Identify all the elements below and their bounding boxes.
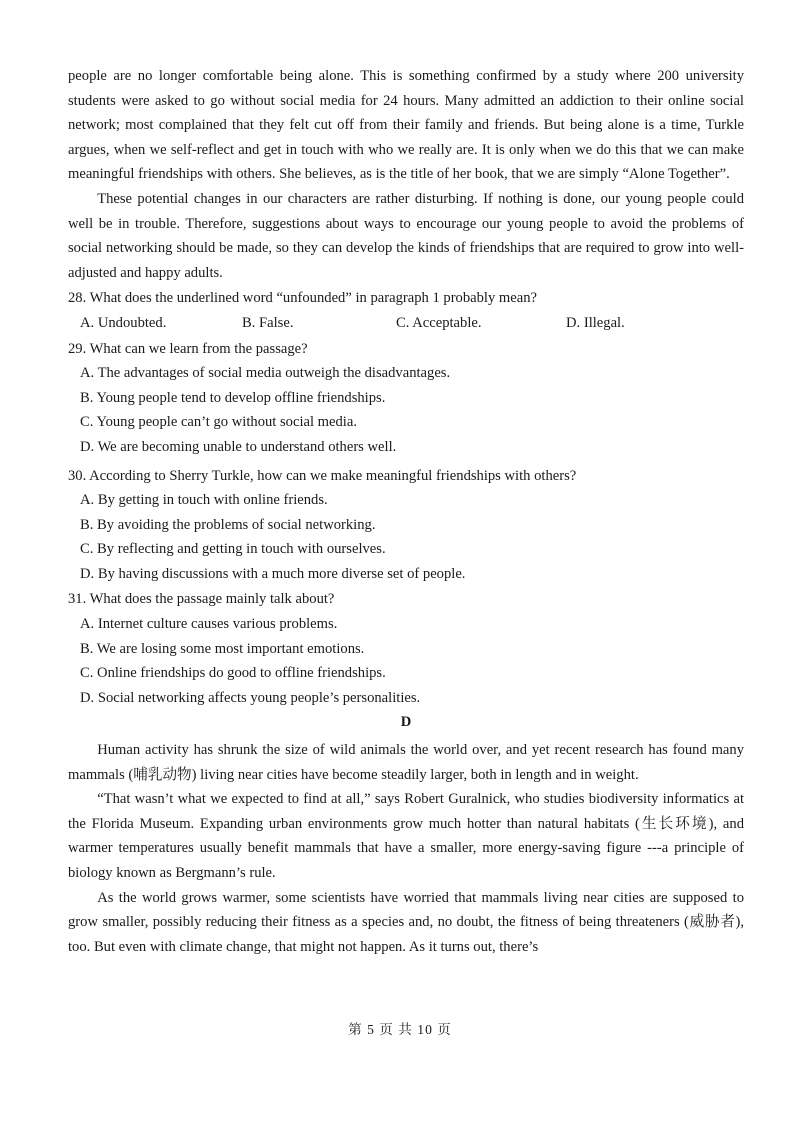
passage-c-paragraph-2: These potential changes in our characters are rather disturbing. If nothing is done, our young people could well be in trouble. Therefore, suggestions about ways to encourage our young people to avoid the problems of social networking should be made, so they can develop the kinds of friendships that are required to grow into well-adjusted and happy adults. xyxy=(68,190,744,281)
option-d: D. Social networking affects young people’s personalities. xyxy=(80,689,421,706)
question-31 xyxy=(68,587,744,710)
question-stem: 29. What can we learn from the passage? xyxy=(68,340,308,357)
question-stem: 28. What does the underlined word “unfounded” in paragraph 1 probably mean? xyxy=(68,290,538,307)
question-29 xyxy=(68,337,744,460)
option-a: A. The advantages of social media outweigh the disadvantages. xyxy=(80,365,451,382)
page-footer: 第 5 页 共 10 页 xyxy=(348,1022,452,1037)
passage-d-paragraph-1: Human activity has shrunk the size of wild animals the world over, and yet recent research has found many mammals (哺乳动物) living near cities have become steadily larger, both in length and in weight. xyxy=(68,742,744,783)
option-b: B. False. xyxy=(242,314,294,331)
options-row xyxy=(68,311,744,336)
passage-c-paragraph-1: people are no longer comfortable being alone. This is something confirmed by a study where 200 university students were asked to go without social media for 24 hours. Many admitted an addiction to their online social network; most complained that they felt cut off from their family and friends. But being alone is a time, Turkle argues, when we self-reflect and get in touch with who we really are. It is only when we do this that we can make meaningful friendships with others. She believes, as is the title of her book, that we are simply “Alone Together”. xyxy=(68,68,744,183)
passage-d-paragraph-3: As the world grows warmer, some scientists have worried that mammals living near cities are supposed to grow smaller, possibly reducing their fitness as a species and, no doubt, the fitness of being threateners (威胁者), too. But even with climate change, that might not happen. As it turns out, there’s xyxy=(68,889,744,955)
option-b: B. Young people tend to develop offline friendships. xyxy=(80,389,386,406)
option-d: D. We are becoming unable to understand others well. xyxy=(80,438,397,455)
option-b: B. We are losing some most important emotions. xyxy=(80,640,365,657)
option-a: A. Undoubted. xyxy=(80,314,167,331)
section-label-d: D xyxy=(400,714,412,731)
option-b: B. By avoiding the problems of social networking. xyxy=(80,516,376,533)
question-stem: 30. According to Sherry Turkle, how can we make meaningful friendships with others? xyxy=(68,467,577,484)
passage-d-paragraph-2: “That wasn’t what we expected to find at all,” says Robert Guralnick, who studies biodiversity informatics at the Florida Museum. Expanding urban environments grow much hotter than natural habitats (生长环境), and warmer temperatures usually benefit mammals that have a smaller, more energy-saving figure ---a principle of biology known as Bergmann’s rule. xyxy=(68,791,744,881)
option-c: C. Online friendships do good to offline friendships. xyxy=(80,665,386,682)
question-stem: 31. What does the passage mainly talk about? xyxy=(68,591,335,608)
question-28 xyxy=(68,286,744,335)
option-d: D. By having discussions with a much more diverse set of people. xyxy=(80,565,466,582)
option-a: A. Internet culture causes various problems. xyxy=(80,616,338,633)
exam-page xyxy=(68,64,744,959)
option-c: C. By reflecting and getting in touch with ourselves. xyxy=(80,541,386,558)
question-30 xyxy=(68,464,744,587)
option-c: C. Acceptable. xyxy=(396,314,482,331)
option-c: C. Young people can’t go without social media. xyxy=(80,414,357,431)
option-a: A. By getting in touch with online friends. xyxy=(80,492,328,509)
option-d: D. Illegal. xyxy=(566,314,625,331)
